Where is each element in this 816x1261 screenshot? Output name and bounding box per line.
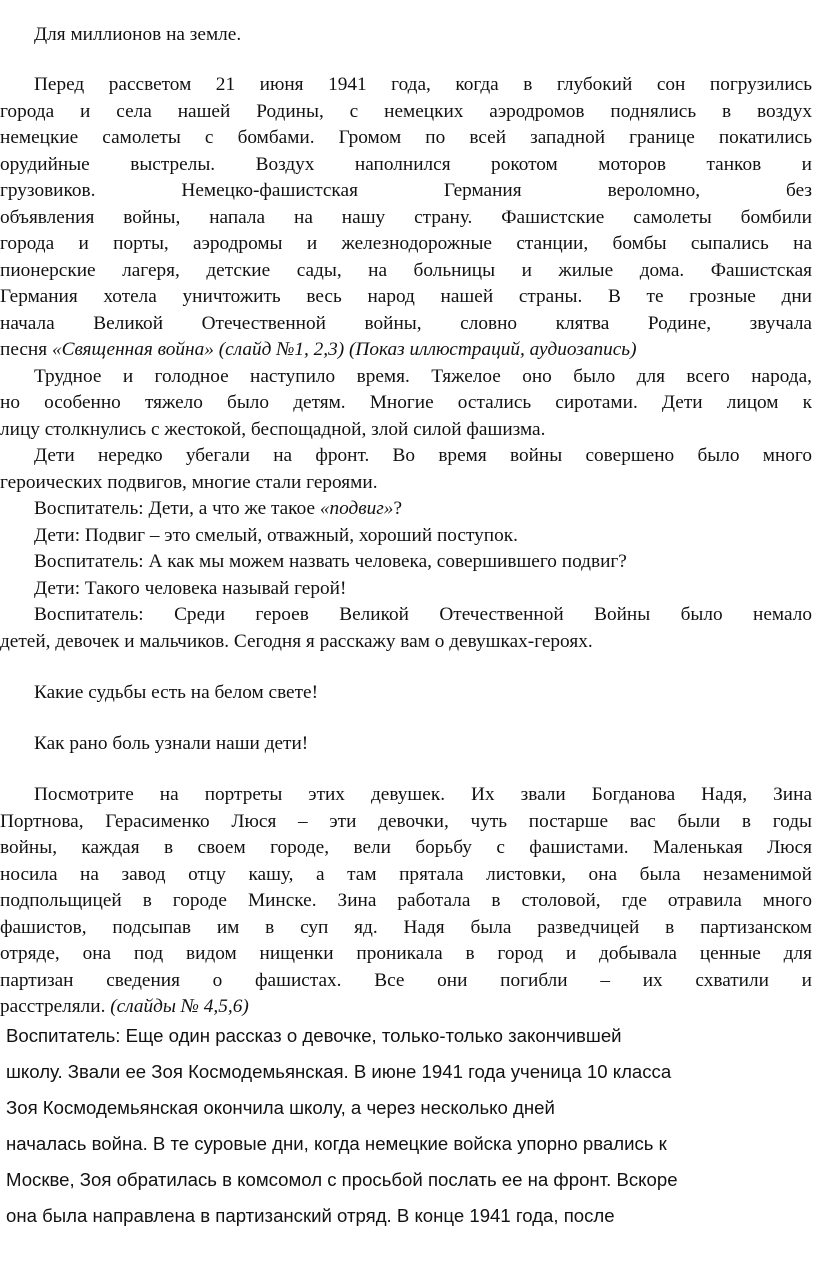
text-segment: Воспитатель: Еще один рассказ о девочке, только-только закончившей (6, 1025, 622, 1046)
text-segment: города и порты, аэродромы и железнодорожные станции, бомбы сыпались на (0, 233, 812, 254)
text-line (0, 629, 812, 655)
text-line (0, 835, 812, 861)
text-segment: партизан сведения о фашистах. Все они погибли – их схватили и (0, 970, 812, 991)
text-segment: фашистов, подсыпав им в суп яд. Надя была разведчицей в партизанском (0, 917, 812, 938)
italic-text: «подвиг» (319, 498, 394, 519)
text-line (34, 680, 812, 706)
text-segment: Какие судьбы есть на белом свете! (34, 682, 319, 703)
text-segment: орудийные выстрелы. Воздух наполнился рокотом моторов танков и (0, 154, 812, 175)
text-line (0, 994, 812, 1020)
text-segment: носила на завод отцу кашу, а там прятала листовки, она была незаменимой (0, 864, 812, 885)
text-line (34, 443, 812, 469)
text-segment: Дети: Подвиг – это смелый, отважный, хороший поступок. (34, 525, 518, 546)
text-segment: Дети нередко убегали на фронт. Во время войны совершено было много (34, 445, 812, 466)
text-line (0, 888, 812, 914)
text-line (0, 205, 812, 231)
text-line (34, 364, 812, 390)
text-segment: Перед рассветом 21 июня 1941 года, когда в глубокий сон погрузились (34, 74, 812, 95)
text-segment: школу. Звали ее Зоя Космодемьянская. В июне 1941 года ученица 10 класса (6, 1061, 672, 1082)
text-segment: Как рано боль узнали наши дети! (34, 733, 309, 754)
text-segment: она была направлена в партизанский отряд. В конце 1941 года, после (6, 1205, 615, 1226)
text-line (34, 72, 812, 98)
text-line (34, 549, 812, 575)
text-segment: Воспитатель: А как мы можем назвать человека, совершившего подвиг? (34, 551, 627, 572)
text-line (0, 390, 812, 416)
text-line (0, 968, 812, 994)
text-line (0, 178, 812, 204)
text-line (0, 152, 812, 178)
text-line (0, 337, 812, 363)
text-line (0, 258, 812, 284)
text-line (0, 284, 812, 310)
text-line (6, 1023, 806, 1049)
text-segment: Дети: Такого человека называй герой! (34, 578, 347, 599)
text-line (34, 22, 812, 48)
text-line (6, 1167, 806, 1193)
text-line (0, 470, 812, 496)
text-line (34, 576, 812, 602)
text-line (0, 941, 812, 967)
text-segment: Воспитатель: Дети, а что же такое (34, 498, 320, 519)
text-segment: лицу столкнулись с жестокой, беспощадной, злой силой фашизма. (0, 419, 546, 440)
text-segment: началась война. В те суровые дни, когда немецкие войска упорно рвались к (6, 1133, 667, 1154)
text-segment: Германия хотела уничтожить весь народ нашей страны. В те грозные дни (0, 286, 812, 307)
text-segment: ? (393, 498, 402, 519)
text-line (0, 231, 812, 257)
text-segment: Портнова, Герасименко Люся – эти девочки, чуть постарше вас были в годы (0, 811, 812, 832)
text-segment: героических подвигов, многие стали героями. (0, 472, 378, 493)
text-line (6, 1203, 806, 1229)
text-line (0, 125, 812, 151)
text-line (0, 915, 812, 941)
text-segment: детей, девочек и мальчиков. Сегодня я расскажу вам о девушках-героях. (0, 631, 593, 652)
text-line (34, 731, 812, 757)
text-line (0, 862, 812, 888)
text-segment: войны, каждая в своем городе, вели борьбу с фашистами. Маленькая Люся (0, 837, 812, 858)
text-line (0, 417, 812, 443)
text-segment: Трудное и голодное наступило время. Тяжелое оно было для всего народа, (34, 366, 812, 387)
text-segment: песня (0, 339, 52, 360)
text-segment: немецкие самолеты с бомбами. Громом по всей западной границе покатились (0, 127, 812, 148)
text-segment: Воспитатель: Среди героев Великой Отечественной Войны было немало (34, 604, 812, 625)
text-line (0, 99, 812, 125)
text-segment: подпольщицей в городе Минске. Зина работала в столовой, где отравила много (0, 890, 812, 911)
text-segment: Москве, Зоя обратилась в комсомол с просьбой послать ее на фронт. Вскоре (6, 1169, 678, 1190)
text-line (0, 809, 812, 835)
text-line (6, 1131, 806, 1157)
text-segment: начала Великой Отечественной войны, словно клятва Родине, звучала (0, 313, 812, 334)
text-line (6, 1059, 806, 1085)
text-segment: расстреляли. (0, 996, 111, 1017)
text-segment: объявления войны, напала на нашу страну. Фашистские самолеты бомбили (0, 207, 812, 228)
text-segment: Посмотрите на портреты этих девушек. Их звали Богданова Надя, Зина (34, 784, 812, 805)
italic-text: (слайды № 4,5,6) (110, 996, 249, 1017)
text-segment: но особенно тяжело было детям. Многие остались сиротами. Дети лицом к (0, 392, 812, 413)
text-segment: Зоя Космодемьянская окончила школу, а через несколько дней (6, 1097, 555, 1118)
text-line (6, 1095, 806, 1121)
text-segment: Для миллионов на земле. (34, 24, 242, 45)
text-line (34, 496, 812, 522)
text-segment: отряде, она под видом нищенки проникала в город и добывала ценные для (0, 943, 812, 964)
text-segment: города и села нашей Родины, с немецких аэродромов поднялись в воздух (0, 101, 812, 122)
text-line (34, 602, 812, 628)
text-line (34, 523, 812, 549)
text-line (0, 311, 812, 337)
text-segment: грузовиков. Немецко-фашистская Германия вероломно, без (0, 180, 812, 201)
italic-text: «Священная война» (слайд №1, 2,3) (Показ иллюстраций, аудиозапись) (51, 339, 637, 360)
text-line (34, 782, 812, 808)
text-segment: пионерские лагеря, детские сады, на больницы и жилые дома. Фашистская (0, 260, 812, 281)
